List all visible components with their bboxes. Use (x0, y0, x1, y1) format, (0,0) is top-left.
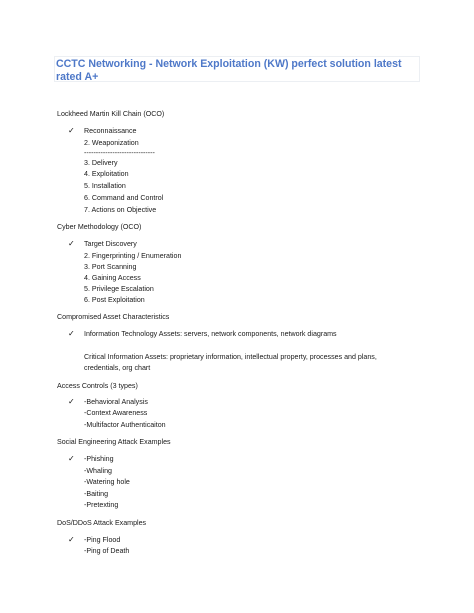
list-item: -Pretexting (84, 501, 119, 509)
checkmark-icon: ✓ (68, 454, 75, 463)
checkmark-icon: ✓ (68, 535, 75, 544)
list-item: Reconnaissance (84, 127, 137, 135)
list-item: -Multifactor Authenticaiton (84, 421, 166, 429)
list-item: credentials, org chart (84, 364, 151, 372)
list-item: 3. Delivery (84, 159, 118, 167)
list-item: -Behavioral Analysis (84, 398, 148, 406)
list-item: -Whaling (84, 467, 112, 475)
section-heading: DoS/DDoS Attack Examples (57, 519, 147, 527)
list-item: 4. Gaining Access (84, 274, 141, 282)
section-heading: Access Controls (3 types) (57, 382, 138, 390)
list-item: -Watering hole (84, 478, 130, 486)
list-item: 5. Installation (84, 182, 126, 190)
list-item: Critical Information Assets: proprietary information, intellectual property, processes and plans, (84, 353, 377, 361)
section-heading: Compromised Asset Characteristics (57, 313, 170, 321)
section-heading: Social Engineering Attack Examples (57, 438, 171, 446)
list-item: 2. Weaponization (84, 139, 139, 147)
checkmark-icon: ✓ (68, 239, 75, 248)
document-title: CCTC Networking - Network Exploitation (KW) perfect solution latest rated A+ (56, 58, 402, 83)
list-item: 5. Privilege Escalation (84, 285, 154, 293)
checkmark-icon: ✓ (68, 329, 75, 338)
list-item: -Phishing (84, 455, 114, 463)
section-heading: Lockheed Martin Kill Chain (OCO) (57, 110, 165, 118)
list-item: -Ping Flood (84, 536, 121, 544)
section-heading: Cyber Methodology (OCO) (57, 223, 142, 231)
list-item: -Baiting (84, 490, 109, 498)
checkmark-icon: ✓ (68, 126, 75, 135)
list-item: Information Technology Assets: servers, network components, network diagrams (84, 330, 337, 338)
list-item: -Ping of Death (84, 547, 130, 555)
list-item: ------------------------------ (84, 149, 155, 157)
list-item: 2. Fingerprinting / Enumeration (84, 252, 182, 260)
checkmark-icon: ✓ (68, 397, 75, 406)
list-item: -Context Awareness (84, 409, 148, 417)
list-item: Target Discovery (84, 240, 137, 248)
list-item: 6. Command and Control (84, 194, 164, 202)
list-item: 7. Actions on Objective (84, 206, 157, 214)
list-item: 4. Exploitation (84, 170, 129, 178)
list-item: 3. Port Scanning (84, 263, 137, 271)
list-item: 6. Post Exploitation (84, 296, 145, 304)
